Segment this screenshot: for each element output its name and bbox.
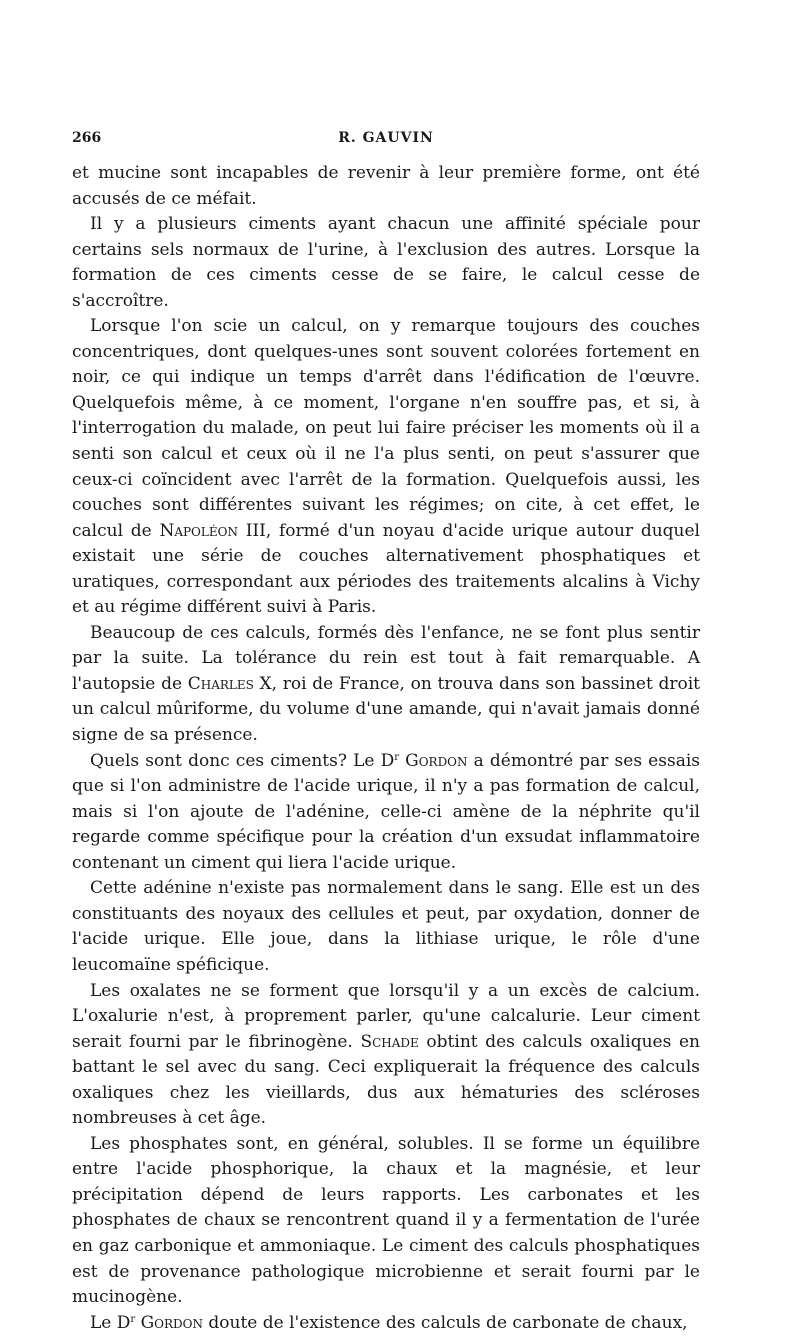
paragraph-2: Il y a plusieurs ciments ayant chacun une affinité spéciale pour certains sels normaux de l'urine, à l'exclusion des autres. Lorsque la formation de ces ciments cesse de se faire, le calcul cesse de s'accroître. bbox=[72, 214, 700, 311]
doctor-superscript: r bbox=[394, 751, 399, 763]
paragraph-6: Cette adénine n'existe pas normalement dans le sang. Elle est un des constituants des noyaux des cellules et peut, par oxydation, donner de l'acide urique. Elle joue, dans la lithiase urique, le rôle d'une leucomaïne spéficique. bbox=[72, 878, 700, 975]
paragraph-3-text-a: Lorsque l'on scie un calcul, on y remarque toujours des couches concentriques, dont quelques-unes sont souvent colorées fortement en noir, ce qui indique un temps d'arrêt dans l'édification de l'œuvre. Quelquefois même, à ce moment, l'organe n'en souffre pas, et si, à l'interrogation du malade, on peut lui faire préciser les moments où il a senti son calcul et ceux où il ne l'a plus senti, on peut s'assurer que ceux-ci coïncident avec l'arrêt de la formation. Quelquefois aussi, les couches sont différentes suivant les régimes; on cite, à cet effet, le calcul de bbox=[72, 316, 700, 541]
paragraph-7-text-a: Les oxalates ne se forment que lorsqu'il y a un excès de calcium. L'oxalurie n'est, à proprement parler, qu'une calcalurie. Leur ciment serait fourni par le fibrinogène. bbox=[72, 980, 700, 1052]
paragraph-3-text-b: III, formé d'un noyau d'acide urique autour duquel existait une série de couches alternativement phosphatiques et uratiques, correspondant aux périodes des traitements alcalins à Vichy et au régime différent suivi à Paris. bbox=[72, 520, 700, 618]
person-name-gordon: Gordon bbox=[405, 750, 468, 771]
paragraph-9-text-b: doute de l'existence des calculs de carbonate de chaux, bbox=[203, 1312, 688, 1333]
paragraph-5 bbox=[72, 749, 700, 877]
paragraph-4-text-b: X, roi de France, on trouva dans son bassinet droit un calcul mûriforme, du volume d'une amande, qui n'avait jamais donné signe de sa présence. bbox=[72, 673, 700, 746]
paragraph-3 bbox=[72, 314, 700, 621]
person-name-napoleon: Napoléon bbox=[159, 520, 238, 541]
paragraph-9-text-a: Le D bbox=[90, 1312, 131, 1333]
body-text bbox=[72, 161, 700, 1336]
paragraph-9 bbox=[72, 1311, 700, 1336]
paragraph-5-text-b: a démontré par ses essais que si l'on administre de l'acide urique, il n'y a pas formation de calcul, mais si l'on ajoute de l'adénine, celle-ci amène de la néphrite qu'il regarde comme spécifique pour la création d'un exsudat inflammatoire contenant un ciment qui liera l'acide urique. bbox=[72, 750, 700, 873]
paragraph-7-text-b: obtint des calculs oxaliques en battant le sel avec du sang. Ceci expliquerait la fréquence des calculs oxaliques chez les vieillards, dus aux hématuries des scléroses nombreuses à cet âge. bbox=[72, 1031, 700, 1129]
page-header bbox=[72, 130, 700, 154]
doctor-superscript: r bbox=[130, 1313, 136, 1325]
running-head: R. GAUVIN bbox=[338, 130, 434, 146]
person-name-gordon: Gordon bbox=[140, 1312, 203, 1333]
paragraph-7 bbox=[72, 979, 700, 1132]
paragraph-1: et mucine sont incapables de revenir à leur première forme, ont été accusés de ce méfait. bbox=[72, 163, 700, 209]
paragraph-4-text-a: Beaucoup de ces calculs, formés dès l'enfance, ne se font plus sentir par la suite. La tolérance du rein est tout à fait remarquable. A l'autopsie de bbox=[72, 622, 700, 694]
page-number: 266 bbox=[72, 130, 102, 146]
person-name-charles: Charles bbox=[187, 673, 254, 694]
paragraph-8: Les phosphates sont, en général, solubles. Il se forme un équilibre entre l'acide phosphorique, la chaux et la magnésie, et leur précipitation dépend de leurs rapports. Les carbonates et les phosphates de chaux se rencontrent quand il y a fermentation de l'urée en gaz carbonique et ammoniaque. Le ciment des calculs phosphatiques est de provenance pathologique microbienne et serait fourni par le mucinogène. bbox=[72, 1133, 700, 1308]
paragraph-4 bbox=[72, 621, 700, 749]
paragraph-5-text-a: Quels sont donc ces ciments? Le D bbox=[90, 750, 395, 771]
person-name-schade: Schade bbox=[360, 1031, 419, 1052]
